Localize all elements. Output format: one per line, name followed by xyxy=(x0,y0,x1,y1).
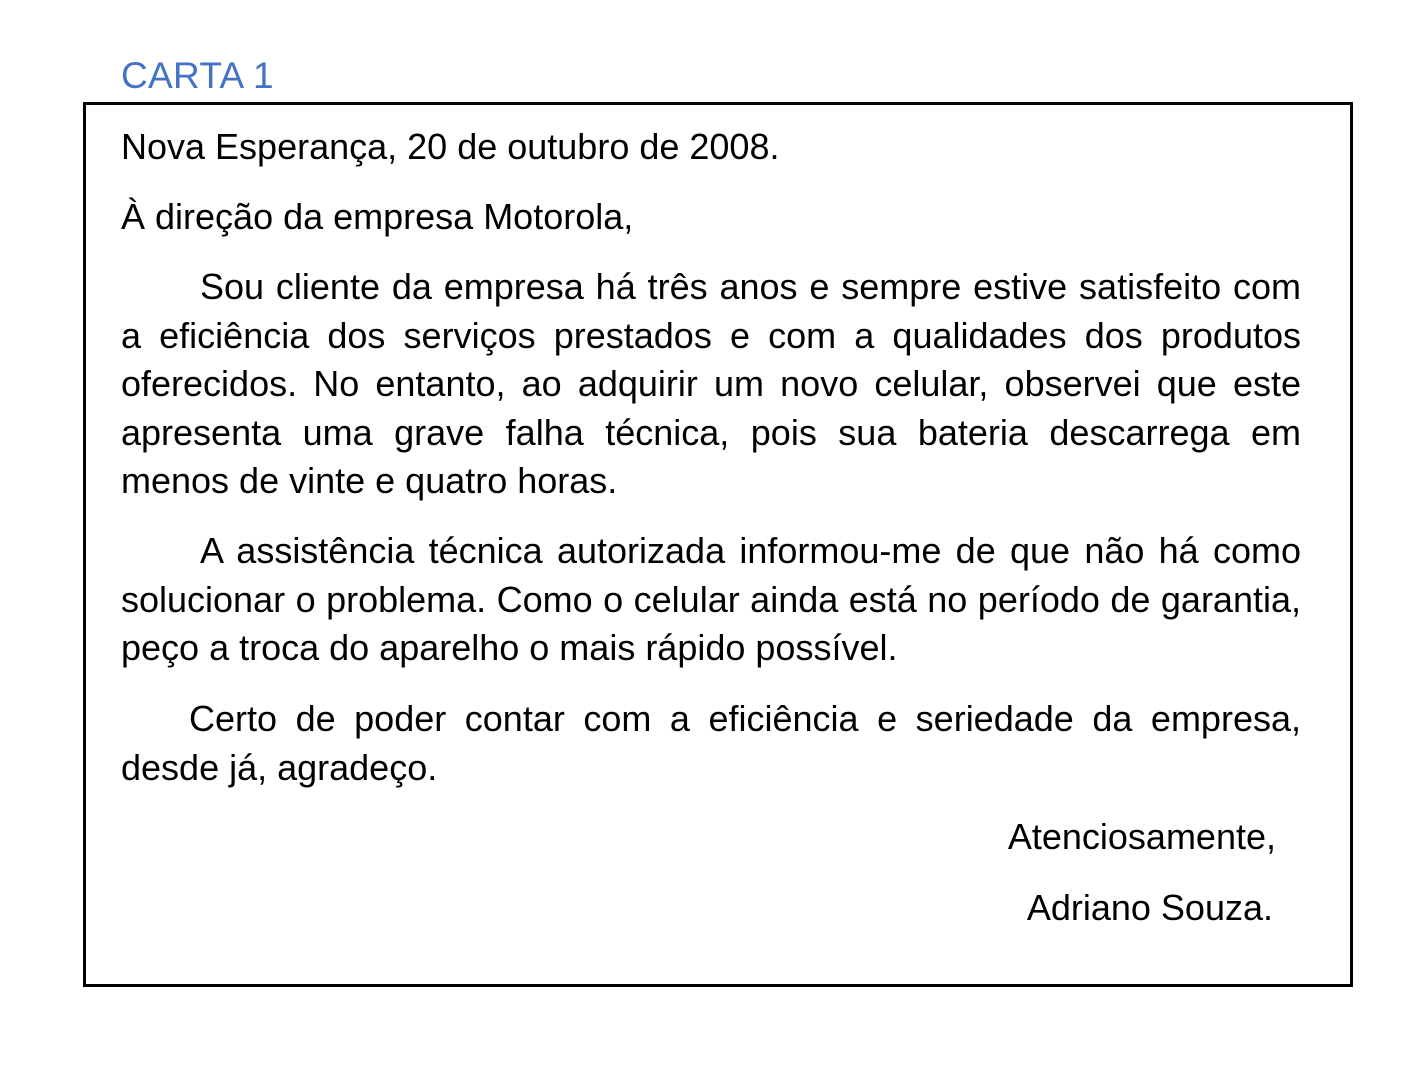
letter-heading: CARTA 1 xyxy=(121,55,274,96)
signature: Adriano Souza. xyxy=(1026,887,1273,928)
body-paragraph-1: Sou cliente da empresa há três anos e sempre estive satisfeito com a eficiência dos serviços prestados e com a qualidades dos produtos oferecidos. No entanto, ao adquirir um novo celular, observei que este apresenta uma grave falha técnica, pois sua bateria descarrega em menos de vinte e quatro horas. xyxy=(121,266,1301,501)
body-paragraph-2: A assistência técnica autorizada informou-me de que não há como solucionar o problema. Como o celular ainda está no período de garantia, peço a troca do aparelho o mais rápido possível. xyxy=(121,530,1301,668)
salutation: À direção da empresa Motorola, xyxy=(121,196,634,237)
place-date: Nova Esperança, 20 de outubro de 2008. xyxy=(121,126,780,167)
body-paragraph-3: Certo de poder contar com a eficiência e seriedade da empresa, desde já, agradeço. xyxy=(121,698,1301,788)
closing: Atenciosamente, xyxy=(1007,816,1276,857)
